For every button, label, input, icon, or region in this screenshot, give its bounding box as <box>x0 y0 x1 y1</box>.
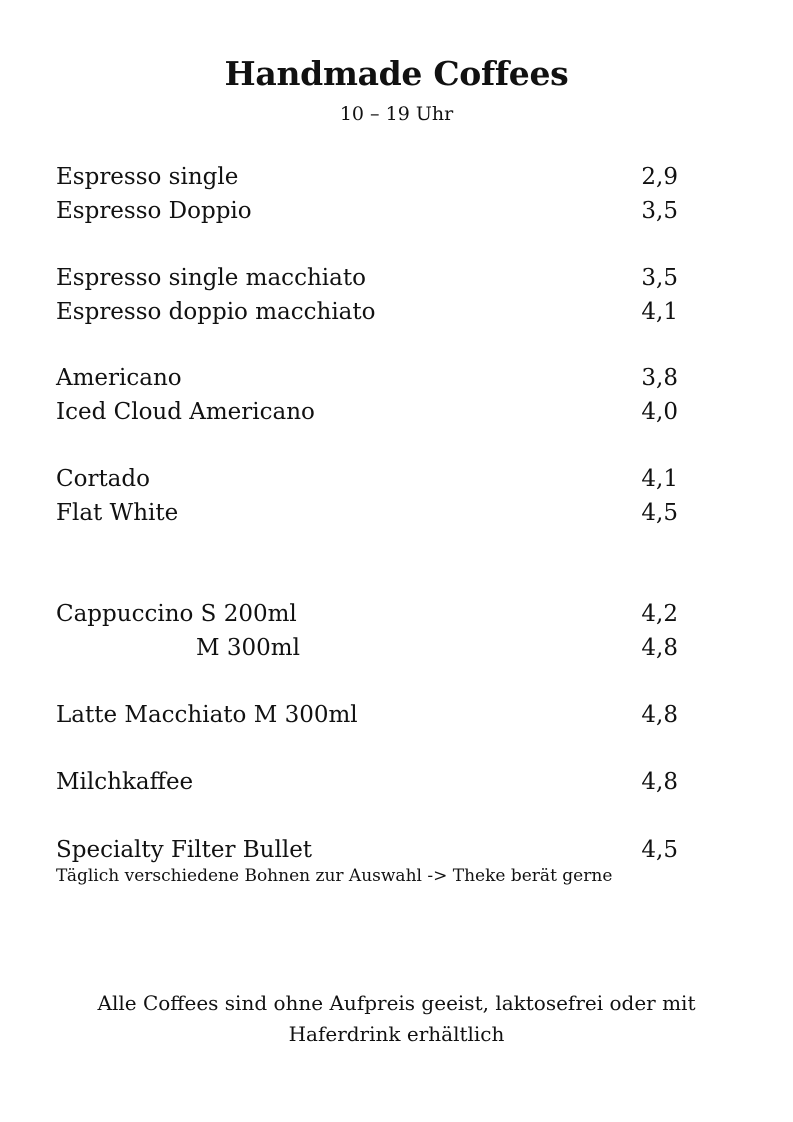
item-price: 2,9 <box>641 164 678 190</box>
menu-item <box>56 834 678 866</box>
menu-item <box>56 396 678 428</box>
footer-line: Haferdrink erhältlich <box>288 1022 505 1046</box>
item-name: Espresso doppio macchiato <box>56 299 376 325</box>
menu-item <box>56 699 678 731</box>
item-price: 3,5 <box>641 198 678 224</box>
footer-note <box>80 988 713 1050</box>
menu-item <box>56 766 678 798</box>
item-name: Espresso Doppio <box>56 198 252 224</box>
opening-hours: 10 – 19 Uhr <box>339 103 454 125</box>
item-price: 3,8 <box>641 365 678 391</box>
item-name: Iced Cloud Americano <box>56 399 315 425</box>
menu-item <box>56 195 678 227</box>
item-price: 4,5 <box>641 837 678 863</box>
item-name: Americano <box>56 365 182 391</box>
item-price: 3,5 <box>641 265 678 291</box>
menu-item <box>56 598 678 630</box>
item-name: Flat White <box>56 500 179 526</box>
menu-item <box>56 463 678 495</box>
menu-item <box>56 296 678 328</box>
item-name: Cappuccino S 200ml <box>56 601 297 627</box>
item-name: Specialty Filter Bullet <box>56 837 313 863</box>
item-name: Milchkaffee <box>56 769 194 795</box>
menu-item <box>56 262 678 294</box>
item-name: Espresso single <box>56 164 239 190</box>
menu-title: Handmade Coffees <box>224 54 569 93</box>
item-name: M 300ml <box>196 635 300 661</box>
item-price: 4,1 <box>641 466 678 492</box>
item-price: 4,2 <box>641 601 678 627</box>
menu-item <box>56 161 678 193</box>
item-price: 4,8 <box>641 635 678 661</box>
item-name: Cortado <box>56 466 150 492</box>
menu-item <box>56 362 678 394</box>
filter-note: Täglich verschiedene Bohnen zur Auswahl -> Theke berät gerne <box>56 866 613 886</box>
menu-item <box>56 497 678 529</box>
item-name: Espresso single macchiato <box>56 265 366 291</box>
item-name: Latte Macchiato M 300ml <box>56 702 358 728</box>
menu-item <box>56 632 678 664</box>
item-price: 4,8 <box>641 769 678 795</box>
item-price: 4,8 <box>641 702 678 728</box>
item-price: 4,1 <box>641 299 678 325</box>
item-price: 4,0 <box>641 399 678 425</box>
item-price: 4,5 <box>641 500 678 526</box>
footer-line: Alle Coffees sind ohne Aufpreis geeist, laktosefrei oder mit <box>97 991 696 1015</box>
